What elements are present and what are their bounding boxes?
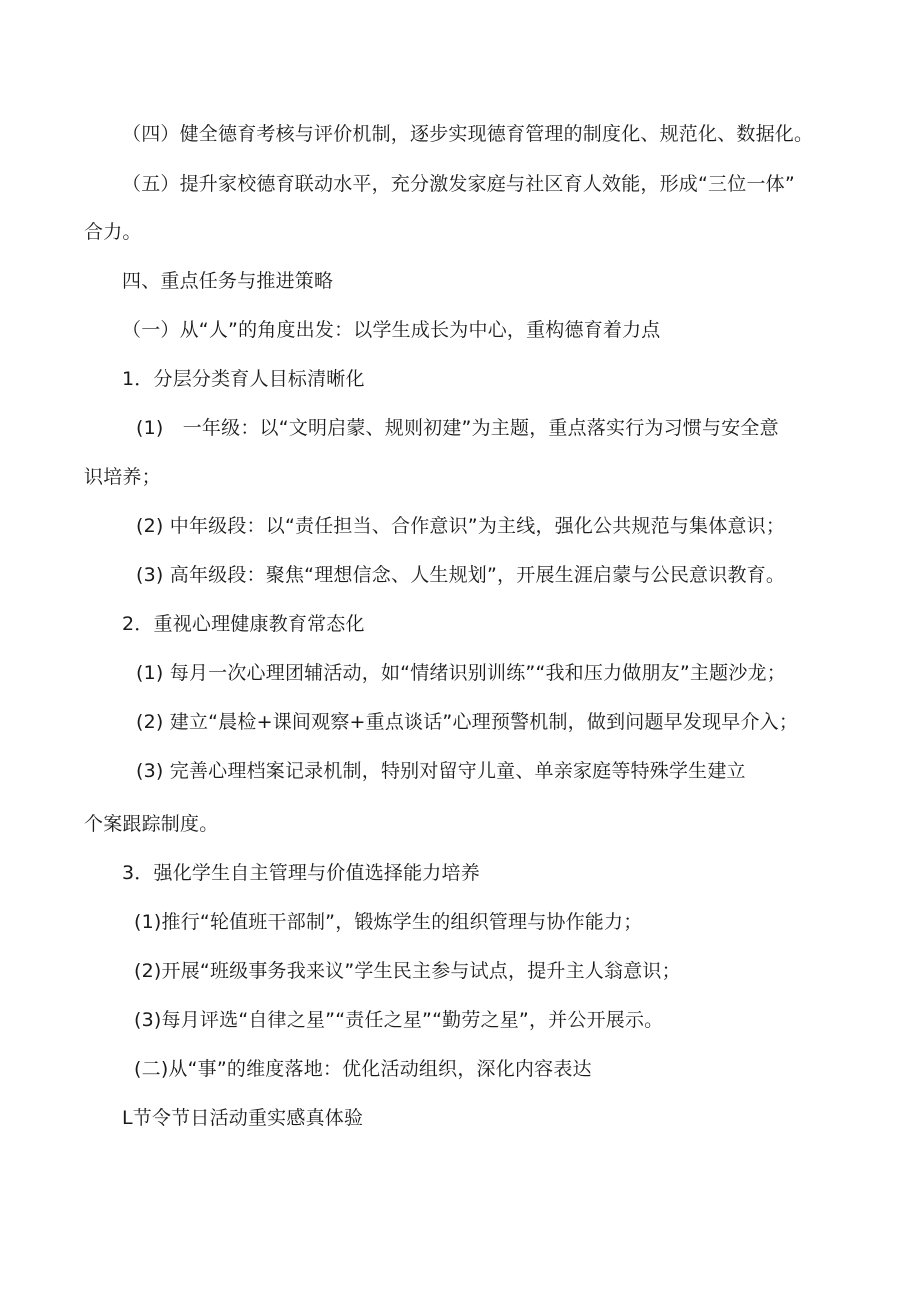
item-heading-1: 1．分层分类育人目标清晰化: [122, 368, 365, 390]
list-item-3-3: (3)每月评选“自律之星”“责任之星”“勤劳之星”，并公开展示。: [134, 1009, 664, 1031]
list-item-1-1-continued: 识培养；: [84, 466, 161, 488]
list-item-1-3: (3) 高年级段：聚焦“理想信念、人生规划”，开展生涯启蒙与公民意识教育。: [136, 564, 786, 586]
paragraph-goal-5-continued: 合力。: [84, 221, 142, 243]
list-item-2-2: (2) 建立“晨检+课间观察+重点谈话”心理预警机制，做到问题早发现早介入；: [136, 711, 799, 733]
list-item-3-1: (1)推行“轮值班干部制”，锻炼学生的组织管理与协作能力；: [134, 911, 643, 933]
item-heading-3: 3．强化学生自主管理与价值选择能力培养: [122, 862, 480, 884]
list-item-2-1: (1) 每月一次心理团辅活动，如“情绪识别训练”“我和压力做朋友”主题沙龙；: [136, 662, 786, 684]
list-item-1-1: (1) 一年级：以“文明启蒙、规则初建”为主题，重点落实行为习惯与安全意: [136, 417, 779, 439]
item-heading-2: 2．重视心理健康教育常态化: [122, 613, 365, 635]
subsection-heading-1: （一）从“人”的角度出发：以学生成长为中心，重构德育着力点: [122, 319, 661, 341]
list-item-2-3-continued: 个案跟踪制度。: [84, 813, 219, 835]
list-item-1-2: (2) 中年级段：以“责任担当、合作意识”为主线，强化公共规范与集体意识；: [136, 515, 786, 537]
paragraph-goal-4: （四）健全德育考核与评价机制，逐步实现德育管理的制度化、规范化、数据化。: [122, 123, 814, 145]
item-heading-l: L节令节日活动重实感真体验: [122, 1107, 364, 1129]
section-heading-4: 四、重点任务与推进策略: [122, 270, 334, 292]
list-item-2-3: (3) 完善心理档案记录机制，特别对留守儿童、单亲家庭等特殊学生建立: [136, 760, 746, 782]
subsection-heading-2: (二)从“事”的维度落地：优化活动组织，深化内容表达: [134, 1058, 592, 1080]
paragraph-goal-5: （五）提升家校德育联动水平，充分激发家庭与社区育人效能，形成“三位一体”: [122, 173, 795, 195]
list-item-3-2: (2)开展“班级事务我来议”学生民主参与试点，提升主人翁意识；: [134, 960, 681, 982]
